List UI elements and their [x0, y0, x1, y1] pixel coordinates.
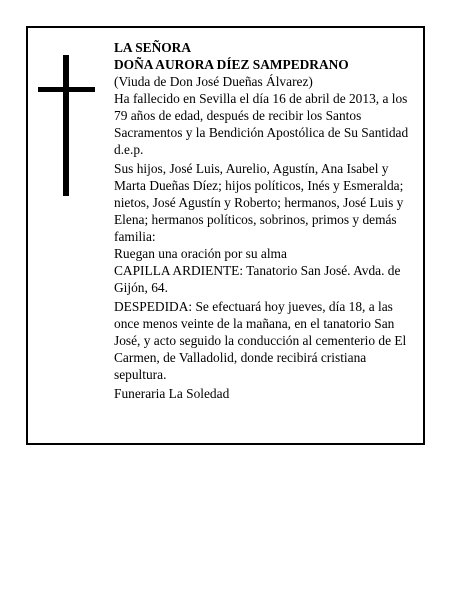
funeral-home: Funeraria La Soledad — [114, 386, 230, 401]
obituary-text — [114, 39, 416, 402]
widow-note: (Viuda de Don José Dueñas Álvarez) — [114, 74, 313, 89]
prayer-request: Ruegan una oración por su alma — [114, 246, 287, 261]
cross-icon-bar — [38, 87, 95, 92]
deceased-name: DOÑA AURORA DÍEZ SAMPEDRANO — [114, 57, 349, 72]
obituary-title: LA SEÑORA — [114, 40, 192, 55]
cross-icon — [63, 55, 69, 196]
death-announcement: Ha fallecido en Sevilla el día 16 de abril de 2013, a los 79 años de edad, después de recibir los Santos Sacramentos y la Bendición Apostólica de Su Santidad d.e.p. — [114, 91, 409, 157]
chapel-info: CAPILLA ARDIENTE: Tanatorio San José. Avda. de Gijón, 64. — [114, 263, 401, 295]
family-list: Sus hijos, José Luis, Aurelio, Agustín, Ana Isabel y Marta Dueñas Díez; hijos políticos, Inés y Esmeralda; nietos, José Agustín y Roberto; hermanos, José Luis y Elena; hermanos políticos, sobrinos, primos y demás familia: — [114, 161, 404, 244]
farewell-info: DESPEDIDA: Se efectuará hoy jueves, día 18, a las once menos veinte de la mañana, en el tanatorio San José, y acto seguido la conducción al cementerio de El Carmen, de Valladolid, donde recibirá cristiana sepultura. — [114, 299, 407, 382]
